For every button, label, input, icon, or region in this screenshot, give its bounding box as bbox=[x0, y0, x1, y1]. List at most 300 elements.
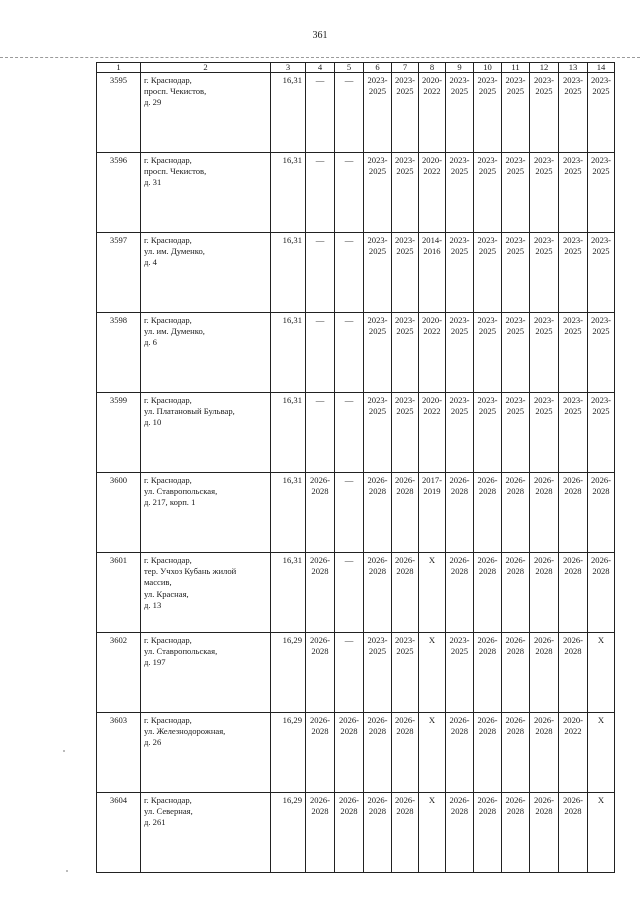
column-number-header: 4 bbox=[306, 63, 335, 73]
period-cell bbox=[559, 793, 588, 873]
period-value: 2026- bbox=[367, 555, 388, 565]
column-number-header: 8 bbox=[419, 63, 446, 73]
period-cell bbox=[446, 713, 474, 793]
period-value: 2023- bbox=[367, 155, 388, 165]
address-line: ул. Ставропольская, bbox=[144, 486, 218, 497]
period-value: — bbox=[315, 315, 325, 325]
period-cell bbox=[474, 713, 502, 793]
address-cell bbox=[141, 313, 271, 393]
table-row bbox=[97, 473, 615, 553]
period-value: 2026- bbox=[533, 795, 555, 805]
period-value: 2023- bbox=[477, 75, 498, 85]
area-cell: 16,31 bbox=[271, 313, 306, 393]
period-value: 2026- bbox=[562, 795, 584, 805]
period-cell bbox=[502, 73, 530, 153]
period-cell bbox=[559, 633, 588, 713]
period-cell bbox=[588, 73, 615, 153]
period-value: 2025 bbox=[368, 646, 387, 657]
period-value: 2023- bbox=[449, 155, 470, 165]
period-value: 2026- bbox=[562, 475, 584, 485]
period-value: 2020- bbox=[562, 715, 584, 725]
period-value: 2028 bbox=[506, 486, 525, 497]
period-cell bbox=[559, 233, 588, 313]
period-value: 2025 bbox=[396, 166, 414, 177]
column-number-header: 14 bbox=[588, 63, 615, 73]
area-cell: 16,29 bbox=[271, 793, 306, 873]
period-cell bbox=[502, 553, 530, 633]
column-number-header: 6 bbox=[364, 63, 392, 73]
period-cell bbox=[588, 553, 615, 633]
period-cell bbox=[335, 233, 364, 313]
column-number-header: 1 bbox=[97, 63, 141, 73]
period-value: 2025 bbox=[564, 246, 582, 257]
period-cell bbox=[364, 473, 392, 553]
period-value: 2023- bbox=[367, 315, 388, 325]
period-cell bbox=[530, 713, 559, 793]
period-value: 2022 bbox=[564, 726, 582, 737]
period-cell bbox=[530, 793, 559, 873]
row-number-cell: 3602 bbox=[97, 633, 141, 713]
period-value: 2025 bbox=[592, 166, 610, 177]
period-cell bbox=[335, 153, 364, 233]
period-value: 2023- bbox=[533, 75, 555, 85]
period-cell bbox=[474, 313, 502, 393]
period-value: 2023- bbox=[449, 315, 470, 325]
period-value: 2026- bbox=[394, 715, 416, 725]
column-number-header: 3 bbox=[271, 63, 306, 73]
period-cell bbox=[446, 633, 474, 713]
period-value: 2026- bbox=[590, 475, 612, 485]
period-value: 2025 bbox=[478, 166, 497, 177]
period-cell bbox=[392, 73, 419, 153]
period-value: 2023- bbox=[394, 235, 416, 245]
period-cell bbox=[502, 793, 530, 873]
period-value: 2026- bbox=[533, 635, 555, 645]
period-value: X bbox=[428, 795, 436, 805]
period-cell bbox=[446, 73, 474, 153]
period-value: 2025 bbox=[450, 406, 469, 417]
row-number-cell: 3600 bbox=[97, 473, 141, 553]
period-value: 2025 bbox=[506, 86, 525, 97]
address-line: г. Краснодар, bbox=[144, 475, 192, 485]
period-value: 2023- bbox=[590, 315, 612, 325]
page-number: 361 bbox=[312, 30, 328, 41]
period-value: 2023- bbox=[449, 395, 470, 405]
period-value: 2023- bbox=[367, 235, 388, 245]
period-value: 2023- bbox=[533, 235, 555, 245]
period-value: 2028 bbox=[592, 566, 610, 577]
period-value: 2023- bbox=[533, 395, 555, 405]
period-value: 2028 bbox=[311, 486, 329, 497]
period-value: 2023- bbox=[505, 235, 526, 245]
period-cell bbox=[474, 73, 502, 153]
period-value: 2023- bbox=[505, 315, 526, 325]
period-value: — bbox=[315, 235, 325, 245]
period-value: 2020- bbox=[421, 75, 443, 85]
address-line: д. 10 bbox=[144, 417, 162, 428]
period-value: 2022 bbox=[423, 166, 441, 177]
period-cell bbox=[446, 233, 474, 313]
period-value: — bbox=[315, 75, 325, 85]
period-value: 2025 bbox=[506, 166, 525, 177]
period-cell bbox=[419, 73, 446, 153]
period-cell bbox=[419, 153, 446, 233]
period-cell bbox=[419, 793, 446, 873]
period-value: 2028 bbox=[311, 646, 329, 657]
period-value: 2023- bbox=[394, 395, 416, 405]
period-value: 2028 bbox=[311, 806, 329, 817]
period-value: 2025 bbox=[450, 166, 469, 177]
period-cell bbox=[335, 553, 364, 633]
period-cell bbox=[306, 473, 335, 553]
column-number-header: 5 bbox=[335, 63, 364, 73]
period-value: 2023- bbox=[505, 75, 526, 85]
table-row bbox=[97, 793, 615, 873]
period-cell bbox=[446, 793, 474, 873]
period-value: — bbox=[344, 555, 354, 565]
column-number-header: 7 bbox=[392, 63, 419, 73]
period-value: 2025 bbox=[564, 406, 582, 417]
period-value: 2028 bbox=[506, 806, 525, 817]
period-cell bbox=[530, 233, 559, 313]
period-value: 2028 bbox=[592, 486, 610, 497]
table-row bbox=[97, 713, 615, 793]
column-number-header: 13 bbox=[559, 63, 588, 73]
row-number-cell: 3599 bbox=[97, 393, 141, 473]
address-line: д. 4 bbox=[144, 257, 157, 268]
address-line: д. 26 bbox=[144, 737, 162, 748]
period-cell bbox=[446, 473, 474, 553]
period-cell bbox=[335, 393, 364, 473]
period-value: — bbox=[344, 235, 354, 245]
period-cell bbox=[502, 393, 530, 473]
period-cell bbox=[364, 553, 392, 633]
period-value: — bbox=[344, 635, 354, 645]
address-line: ул. Железнодорожная, bbox=[144, 726, 226, 737]
period-cell bbox=[530, 313, 559, 393]
period-value: 2028 bbox=[368, 486, 387, 497]
address-cell bbox=[141, 793, 271, 873]
address-line: ул. Красная, bbox=[144, 588, 189, 599]
address-line: ул. Платановый Бульвар, bbox=[144, 406, 235, 417]
period-value: 2026- bbox=[309, 715, 331, 725]
period-cell bbox=[419, 633, 446, 713]
address-line: г. Краснодар, bbox=[144, 635, 192, 645]
period-value: 2017- bbox=[421, 475, 443, 485]
period-cell bbox=[306, 633, 335, 713]
period-value: 2025 bbox=[396, 86, 414, 97]
period-value: 2028 bbox=[564, 486, 582, 497]
period-cell bbox=[392, 633, 419, 713]
period-value: 2026- bbox=[505, 715, 526, 725]
address-line: г. Краснодар, bbox=[144, 795, 192, 805]
period-cell bbox=[502, 713, 530, 793]
period-cell bbox=[364, 713, 392, 793]
period-cell bbox=[364, 793, 392, 873]
period-cell bbox=[559, 313, 588, 393]
period-value: 2023- bbox=[562, 155, 584, 165]
period-value: 2026- bbox=[533, 475, 555, 485]
period-value: 2028 bbox=[535, 646, 553, 657]
period-cell bbox=[446, 553, 474, 633]
period-cell bbox=[502, 473, 530, 553]
period-value: 2028 bbox=[564, 646, 582, 657]
period-value: 2028 bbox=[506, 646, 525, 657]
period-value: 2025 bbox=[450, 86, 469, 97]
period-value: 2026- bbox=[394, 555, 416, 565]
period-value: 2023- bbox=[477, 315, 498, 325]
period-value: 2026- bbox=[533, 555, 555, 565]
period-cell bbox=[502, 633, 530, 713]
address-line: тер. Учхоз Кубань жилой bbox=[144, 566, 237, 577]
period-value: 2028 bbox=[535, 806, 553, 817]
table-row bbox=[97, 153, 615, 233]
address-line: массив, bbox=[144, 577, 172, 588]
period-cell bbox=[364, 73, 392, 153]
period-value: 2026- bbox=[394, 475, 416, 485]
period-cell bbox=[392, 713, 419, 793]
period-value: 2023- bbox=[505, 155, 526, 165]
address-line: просп. Чекистов, bbox=[144, 86, 207, 97]
period-value: 2023- bbox=[590, 75, 612, 85]
period-cell bbox=[419, 553, 446, 633]
address-line: д. 13 bbox=[144, 599, 162, 610]
address-cell bbox=[141, 233, 271, 313]
address-line: ул. им. Думенко, bbox=[144, 326, 205, 337]
period-cell bbox=[335, 473, 364, 553]
period-cell bbox=[306, 233, 335, 313]
period-value: 2023- bbox=[394, 635, 416, 645]
period-cell bbox=[419, 233, 446, 313]
period-cell bbox=[559, 73, 588, 153]
period-value: 2025 bbox=[478, 406, 497, 417]
period-value: 2025 bbox=[450, 646, 469, 657]
period-value: 2025 bbox=[506, 406, 525, 417]
area-cell: 16,31 bbox=[271, 393, 306, 473]
address-line: г. Краснодар, bbox=[144, 75, 192, 85]
period-value: 2023- bbox=[449, 235, 470, 245]
period-value: — bbox=[344, 395, 354, 405]
period-value: 2025 bbox=[450, 326, 469, 337]
period-value: 2025 bbox=[506, 326, 525, 337]
period-value: 2028 bbox=[450, 726, 469, 737]
period-value: 2025 bbox=[396, 406, 414, 417]
period-value: 2026- bbox=[505, 555, 526, 565]
period-cell bbox=[335, 713, 364, 793]
period-value: 2026- bbox=[449, 715, 470, 725]
period-cell bbox=[530, 553, 559, 633]
period-value: — bbox=[344, 155, 354, 165]
period-value: 2026- bbox=[562, 555, 584, 565]
period-cell bbox=[335, 633, 364, 713]
period-value: 2023- bbox=[367, 75, 388, 85]
period-value: 2020- bbox=[421, 395, 443, 405]
table-row bbox=[97, 553, 615, 633]
period-value: 2025 bbox=[368, 326, 387, 337]
period-cell bbox=[559, 713, 588, 793]
period-value: 2028 bbox=[535, 726, 553, 737]
period-value: 2025 bbox=[535, 406, 553, 417]
address-line: д. 6 bbox=[144, 337, 157, 348]
period-value: 2020- bbox=[421, 315, 443, 325]
period-value: 2025 bbox=[368, 86, 387, 97]
address-cell bbox=[141, 553, 271, 633]
row-number-cell: 3597 bbox=[97, 233, 141, 313]
period-value: 2025 bbox=[368, 406, 387, 417]
period-cell bbox=[364, 233, 392, 313]
period-value: 2014- bbox=[421, 235, 443, 245]
period-cell bbox=[419, 713, 446, 793]
period-cell bbox=[559, 553, 588, 633]
area-cell: 16,31 bbox=[271, 473, 306, 553]
area-cell: 16,29 bbox=[271, 633, 306, 713]
period-cell bbox=[446, 153, 474, 233]
period-value: 2025 bbox=[478, 326, 497, 337]
period-cell bbox=[588, 153, 615, 233]
period-value: 2023- bbox=[562, 75, 584, 85]
address-line: д. 217, корп. 1 bbox=[144, 497, 196, 508]
period-value: 2028 bbox=[450, 486, 469, 497]
period-value: 2026- bbox=[367, 475, 388, 485]
period-cell bbox=[530, 153, 559, 233]
period-cell bbox=[474, 553, 502, 633]
period-value: 2026- bbox=[338, 795, 360, 805]
period-cell bbox=[502, 233, 530, 313]
column-number-header: 2 bbox=[141, 63, 271, 73]
period-value: 2025 bbox=[564, 166, 582, 177]
period-cell bbox=[559, 473, 588, 553]
period-value: 2026- bbox=[590, 555, 612, 565]
period-value: X bbox=[428, 635, 436, 645]
period-value: 2026- bbox=[309, 475, 331, 485]
period-value: X bbox=[597, 635, 605, 645]
period-value: 2023- bbox=[477, 155, 498, 165]
period-cell bbox=[306, 793, 335, 873]
period-value: 2028 bbox=[564, 566, 582, 577]
period-cell bbox=[588, 233, 615, 313]
period-value: X bbox=[597, 795, 605, 805]
period-value: 2028 bbox=[368, 726, 387, 737]
period-value: X bbox=[597, 715, 605, 725]
period-value: 2023- bbox=[562, 315, 584, 325]
period-cell bbox=[588, 313, 615, 393]
address-cell bbox=[141, 473, 271, 553]
period-cell bbox=[474, 393, 502, 473]
period-value: 2028 bbox=[506, 726, 525, 737]
period-value: 2026- bbox=[477, 555, 498, 565]
period-value: 2025 bbox=[396, 646, 414, 657]
period-value: 2025 bbox=[564, 326, 582, 337]
period-value: 2023- bbox=[590, 395, 612, 405]
address-cell bbox=[141, 73, 271, 153]
period-value: 2028 bbox=[396, 486, 414, 497]
period-value: 2025 bbox=[564, 86, 582, 97]
period-value: 2028 bbox=[478, 726, 497, 737]
period-value: 2023- bbox=[367, 635, 388, 645]
period-cell bbox=[419, 393, 446, 473]
period-cell bbox=[588, 793, 615, 873]
period-value: 2028 bbox=[450, 806, 469, 817]
column-number-row bbox=[97, 63, 615, 73]
table-row bbox=[97, 313, 615, 393]
area-cell: 16,31 bbox=[271, 73, 306, 153]
period-cell bbox=[392, 473, 419, 553]
row-number-cell: 3595 bbox=[97, 73, 141, 153]
table-body bbox=[97, 63, 615, 873]
period-cell bbox=[335, 73, 364, 153]
period-value: 2023- bbox=[394, 315, 416, 325]
period-value: 2028 bbox=[368, 566, 387, 577]
period-cell bbox=[306, 713, 335, 793]
period-value: 2028 bbox=[340, 726, 358, 737]
period-value: 2026- bbox=[505, 475, 526, 485]
period-value: 2028 bbox=[340, 806, 358, 817]
column-number-header: 9 bbox=[446, 63, 474, 73]
period-value: 2026- bbox=[449, 555, 470, 565]
period-value: 2028 bbox=[478, 646, 497, 657]
address-cell bbox=[141, 713, 271, 793]
period-value: 2023- bbox=[394, 155, 416, 165]
period-cell bbox=[392, 553, 419, 633]
period-value: 2026- bbox=[562, 635, 584, 645]
address-line: г. Краснодар, bbox=[144, 235, 192, 245]
period-value: — bbox=[344, 75, 354, 85]
period-cell bbox=[530, 393, 559, 473]
period-value: 2026- bbox=[477, 795, 498, 805]
period-value: 2025 bbox=[592, 326, 610, 337]
period-value: 2026- bbox=[309, 555, 331, 565]
period-value: 2019 bbox=[423, 486, 441, 497]
period-value: 2023- bbox=[590, 235, 612, 245]
period-cell bbox=[446, 393, 474, 473]
area-cell: 16,31 bbox=[271, 233, 306, 313]
period-value: — bbox=[315, 395, 325, 405]
table-row bbox=[97, 633, 615, 713]
period-cell bbox=[306, 553, 335, 633]
address-line: ул. им. Думенко, bbox=[144, 246, 205, 257]
address-line: г. Краснодар, bbox=[144, 155, 192, 165]
period-value: 2028 bbox=[478, 486, 497, 497]
period-value: 2028 bbox=[311, 566, 329, 577]
row-number-cell: 3596 bbox=[97, 153, 141, 233]
table-row bbox=[97, 393, 615, 473]
period-value: 2028 bbox=[396, 566, 414, 577]
period-value: 2026- bbox=[449, 475, 470, 485]
period-value: 2023- bbox=[449, 635, 470, 645]
period-value: 2028 bbox=[564, 806, 582, 817]
address-cell bbox=[141, 153, 271, 233]
period-cell bbox=[588, 473, 615, 553]
area-cell: 16,29 bbox=[271, 713, 306, 793]
period-value: 2028 bbox=[368, 806, 387, 817]
period-cell bbox=[392, 393, 419, 473]
period-value: — bbox=[344, 475, 354, 485]
period-value: 2023- bbox=[449, 75, 470, 85]
period-value: 2025 bbox=[368, 246, 387, 257]
period-value: 2026- bbox=[367, 715, 388, 725]
period-value: 2023- bbox=[477, 395, 498, 405]
period-value: 2025 bbox=[506, 246, 525, 257]
address-cell bbox=[141, 393, 271, 473]
period-value: 2026- bbox=[367, 795, 388, 805]
period-cell bbox=[446, 313, 474, 393]
period-value: 2026- bbox=[505, 635, 526, 645]
period-value: 2022 bbox=[423, 86, 441, 97]
period-value: 2025 bbox=[535, 86, 553, 97]
address-line: д. 31 bbox=[144, 177, 162, 188]
period-value: 2028 bbox=[478, 806, 497, 817]
address-line: г. Краснодар, bbox=[144, 395, 192, 405]
